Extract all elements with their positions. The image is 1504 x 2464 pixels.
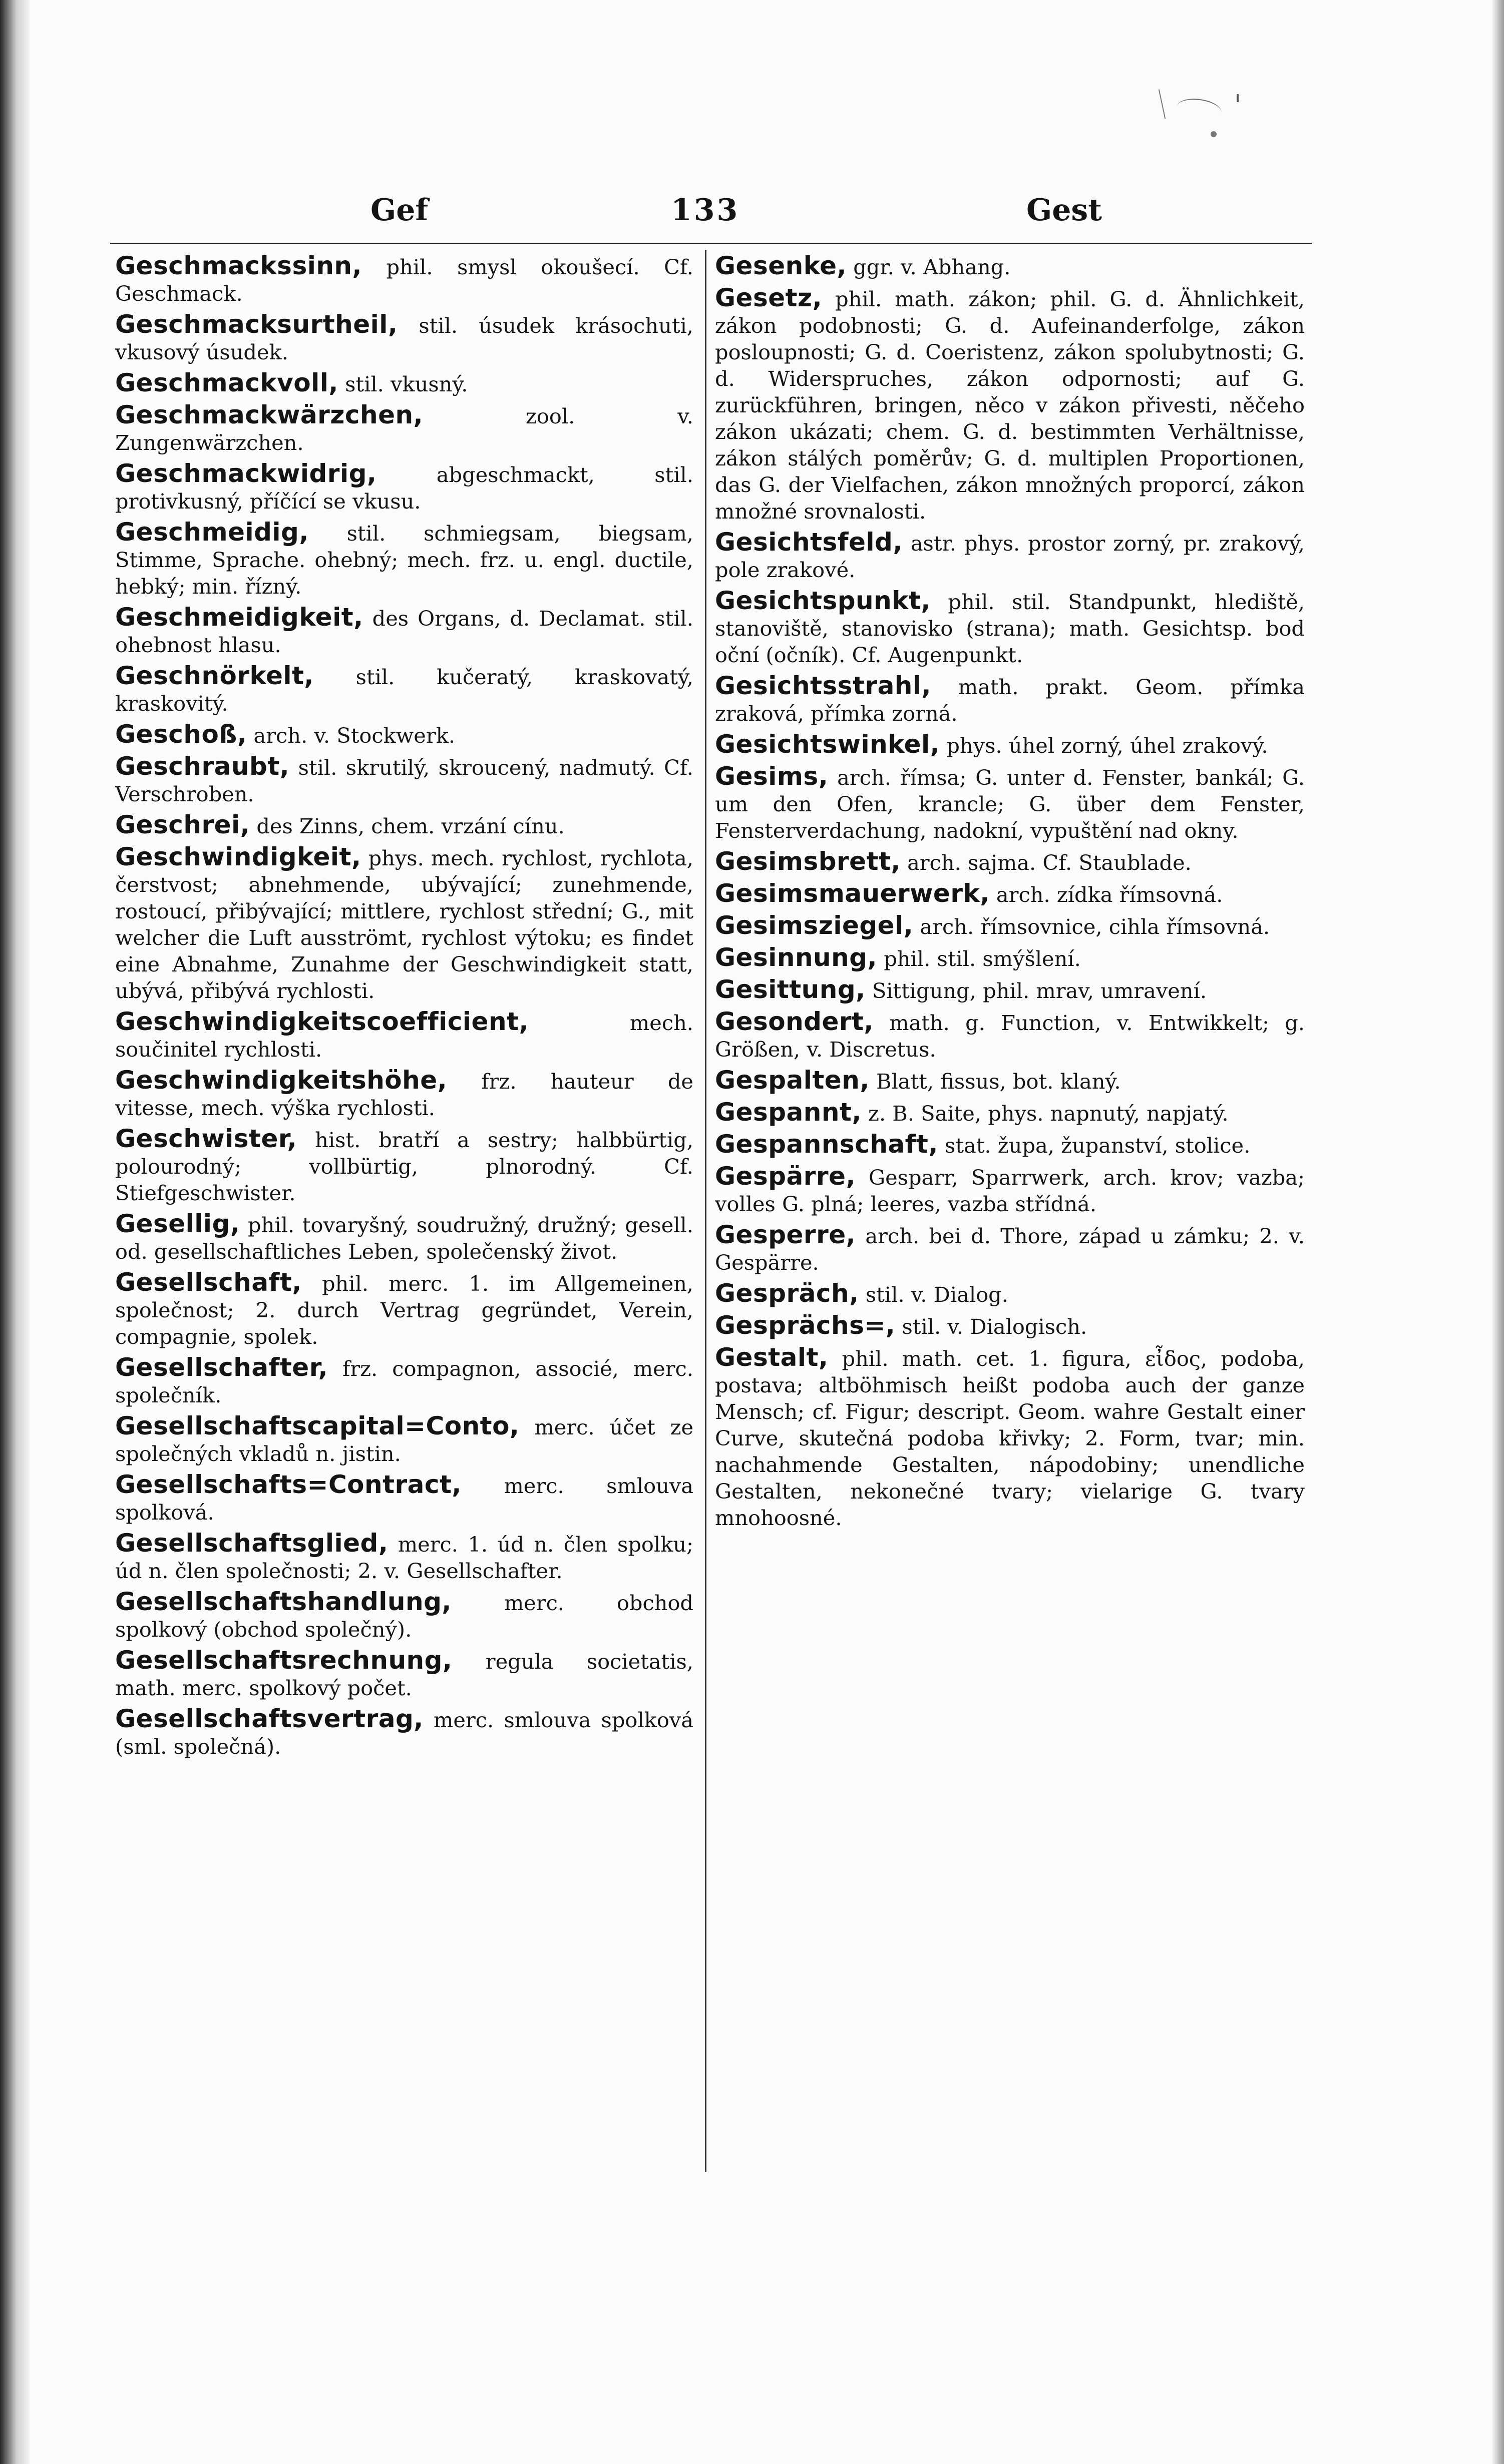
dictionary-entry <box>715 976 1305 1004</box>
dictionary-entry <box>715 1067 1305 1095</box>
entry-text: phil. smysl okoušecí. Cf. Geschmack. <box>115 255 693 306</box>
entry-text: frz. hauteur de vitesse, mech. výška rychlosti. <box>115 1069 693 1120</box>
entry-headword: Gespalten, <box>715 1066 870 1095</box>
entry-headword: Gespräch, <box>715 1279 859 1308</box>
entry-headword: Geschmacksurtheil, <box>115 310 398 339</box>
entry-headword: Gesondert, <box>715 1007 874 1036</box>
entry-text: abgeschmackt, stil. protivkusný, příčící se vkusu. <box>115 462 693 514</box>
entry-text: stil. skrutilý, skroucený, nadmutý. Cf. Verschroben. <box>115 755 693 806</box>
dictionary-entry <box>715 880 1305 908</box>
dictionary-entry <box>115 1009 693 1063</box>
entry-text: hist. bratří a sestry; halbbürtig, polourodný; vollbürtig, plnorodný. Cf. Stiefgeschwister. <box>115 1128 693 1205</box>
entry-headword: Gesinnung, <box>715 943 878 972</box>
dictionary-entry <box>715 253 1305 280</box>
entry-text: phys. úhel zorný, úhel zrakový. <box>940 733 1268 758</box>
entry-text: phil. math. cet. 1. figura, εἶδος, podoba, postava; altböhmisch heißt podoba auch der ganze Mensch; cf. Figur; descript. Geom. wahre Gestalt einer Curve, skutečná podoba křivky; 2. Form, tvar; min. nachahmende Gestalten, nápodobiny; unendliche Gestalten, nekonečné tvary; vielarige G. tvary mnohoosné. <box>715 1346 1305 1530</box>
dictionary-entry <box>115 402 693 456</box>
entry-headword: Gesimsmauerwerk, <box>715 879 990 908</box>
entry-text: merc. smlouva spolková. <box>115 1473 693 1525</box>
entry-headword: Gesprächs=, <box>715 1311 896 1340</box>
dictionary-entry <box>115 1530 693 1584</box>
entry-text: des Zinns, chem. vrzání cínu. <box>250 814 565 838</box>
dictionary-entry <box>115 844 693 1004</box>
entry-text: merc. 1. úd n. člen spolku; úd n. člen společnosti; 2. v. Gesellschafter. <box>115 1532 693 1583</box>
dictionary-entry <box>115 1647 693 1701</box>
entry-headword: Geschwister, <box>115 1124 297 1153</box>
dictionary-entry <box>715 1009 1305 1063</box>
dictionary-entry <box>115 1269 693 1350</box>
entry-headword: Gesperre, <box>715 1220 856 1249</box>
entry-headword: Geschwindigkeitscoefficient, <box>115 1007 529 1036</box>
entry-headword: Gesichtspunkt, <box>715 586 931 615</box>
dictionary-entry <box>115 1126 693 1206</box>
dictionary-entry <box>715 1280 1305 1308</box>
dictionary-entry <box>115 1471 693 1526</box>
dictionary-entry <box>715 285 1305 525</box>
entry-headword: Geschmackvoll, <box>115 368 338 397</box>
dictionary-entry <box>115 604 693 658</box>
entry-headword: Geschnörkelt, <box>115 661 314 690</box>
entry-headword: Gesellschaftscapital=Conto, <box>115 1411 520 1440</box>
entry-text: math. prakt. Geom. přímka zraková, přímka zorná. <box>715 675 1305 726</box>
entry-headword: Gespärre, <box>715 1162 856 1191</box>
entry-text: arch. zídka římsovná. <box>989 882 1223 907</box>
entry-text: phil. stil. smýšlení. <box>877 946 1081 971</box>
right-column <box>715 253 1305 2185</box>
entry-text: stil. úsudek krásochuti, vkusový úsudek. <box>115 313 693 364</box>
dictionary-entry <box>715 529 1305 583</box>
entry-text: zool. v. Zungenwärzchen. <box>115 404 693 455</box>
entry-text: stat. župa, županství, stolice. <box>938 1133 1251 1158</box>
entry-headword: Geschwindigkeit, <box>115 842 361 871</box>
dictionary-entry <box>115 370 693 397</box>
entry-text: phil. tovaryšný, soudružný, družný; gesell. od. gesellschaftliches Leben, společenský život. <box>115 1213 693 1264</box>
dictionary-entry <box>115 721 693 749</box>
entry-text: regula societatis, math. merc. spolkový počet. <box>115 1649 693 1700</box>
entry-headword: Gesellschaft, <box>115 1268 302 1297</box>
entry-text: Gesparr, Sparrwerk, arch. krov; vazba; volles G. plná; leeres, vazba střídná. <box>715 1165 1305 1216</box>
dictionary-entry <box>115 1211 693 1265</box>
entry-text: arch. římsovnice, cihla římsovná. <box>913 914 1270 939</box>
entry-headword: Gesichtsfeld, <box>715 528 903 557</box>
entry-text: merc. účet ze společných vkladů n. jistin. <box>115 1415 693 1466</box>
entry-headword: Gesellschafter, <box>115 1353 328 1382</box>
entry-text: phil. math. zákon; phil. G. d. Ähnlichkeit, zákon podobnosti; G. d. Aufeinanderfolge, zákon posloupnosti; G. d. Coeristenz, zákon spolubytnosti; G. d. Widerspruches, zákon odpornosti; auf G. zurückführen, bringen, něco v zákon přivesti, něčeho zákon ukázati; chem. G. d. bestimmten Verhältnisse, zákon stálých poměrův; G. d. multiplen Proportionen, das G. der Vielfachen, zákon množných proporcí, zákon množné srovnalosti. <box>715 287 1305 524</box>
entry-headword: Gesimsbrett, <box>715 847 901 876</box>
entry-text: phys. mech. rychlost, rychlota, čerstvost; abnehmende, ubývající; zunehmende, rostoucí, přibývající; mittlere, rychlost střední; G., mit welcher die Luft ausströmt, rychlost výtoku; es findet eine Abnahme, Zunahme der Geschwindigkeit statt, ubývá, přibývá rychlosti. <box>115 846 693 1003</box>
entry-headword: Gesichtswinkel, <box>715 730 940 759</box>
entry-headword: Gesellschaftsrechnung, <box>115 1646 453 1675</box>
entry-text: merc. smlouva spolková (sml. společná). <box>115 1708 693 1759</box>
entry-text: arch. v. Stockwerk. <box>247 723 456 748</box>
dictionary-entry <box>715 1163 1305 1217</box>
entry-text: Sittigung, phil. mrav, umravení. <box>865 978 1207 1003</box>
dictionary-entry <box>715 673 1305 727</box>
entry-headword: Geschmackssinn, <box>115 253 362 280</box>
entry-text: phil. stil. Standpunkt, hlediště, stanoviště, stanovisko (strana); math. Gesichtsp. bod oční (očník). Cf. Augenpunkt. <box>715 590 1305 667</box>
entry-headword: Gesellschaftsvertrag, <box>115 1704 424 1733</box>
dictionary-entry <box>115 663 693 717</box>
dictionary-entry <box>115 812 693 839</box>
entry-headword: Gesittung, <box>715 975 866 1004</box>
entry-headword: Geschoß, <box>115 720 247 749</box>
entry-headword: Geschmeidigkeit, <box>115 603 363 632</box>
dictionary-entry <box>715 1222 1305 1276</box>
entry-headword: Gesellschaftshandlung, <box>115 1587 452 1616</box>
entry-headword: Gesellschafts=Contract, <box>115 1470 462 1499</box>
ink-dot <box>1211 131 1217 137</box>
dictionary-entry <box>115 1706 693 1760</box>
dictionary-entry <box>115 1589 693 1643</box>
entry-text: arch. bei d. Thore, západ u zámku; 2. v. Gespärre. <box>715 1224 1305 1275</box>
entry-text: des Organs, d. Declamat. stil. ohebnost hlasu. <box>115 606 693 657</box>
entry-text: arch. římsa; G. unter d. Fenster, bankál; G. um den Ofen, krancle; G. über dem Fenster, Fensterverdachung, nadokní, vypuštění nad okny. <box>715 765 1305 843</box>
entry-text: z. B. Saite, phys. napnutý, napjatý. <box>861 1101 1229 1126</box>
entry-headword: Geschmackwidrig, <box>115 459 377 488</box>
dictionary-entry <box>715 848 1305 876</box>
dictionary-entry <box>115 753 693 807</box>
dictionary-entry <box>715 912 1305 940</box>
entry-headword: Geschwindigkeitshöhe, <box>115 1066 448 1095</box>
dictionary-entry <box>115 311 693 365</box>
dictionary-entry <box>715 944 1305 972</box>
dictionary-entry <box>715 1131 1305 1159</box>
dictionary-entry <box>115 460 693 515</box>
dictionary-entry <box>715 763 1305 844</box>
entry-text: frz. compagnon, associé, merc. společník. <box>115 1356 693 1407</box>
pencil-mark-icon <box>1162 84 1242 134</box>
dictionary-entry <box>115 1413 693 1467</box>
page-edge-shadow <box>0 0 30 2464</box>
entry-headword: Geschraubt, <box>115 752 290 781</box>
dictionary-entry <box>115 519 693 600</box>
entry-headword: Gespannt, <box>715 1098 862 1127</box>
entry-headword: Geschmackwärzchen, <box>115 400 424 429</box>
dictionary-entry <box>115 1354 693 1408</box>
dictionary-entry <box>715 1312 1305 1340</box>
entry-text: stil. v. Dialog. <box>859 1282 1008 1307</box>
entry-text: stil. kučeratý, kraskovatý, kraskovitý. <box>115 665 693 716</box>
entry-text: stil. vkusný. <box>338 372 468 396</box>
entry-text: stil. schmiegsam, biegsam, Stimme, Sprache. ohebný; mech. frz. u. engl. ductile, hebký; min. řízný. <box>115 521 693 599</box>
guide-word-right: Gest <box>1026 193 1102 228</box>
entry-headword: Gesenke, <box>715 253 847 280</box>
left-column <box>115 253 693 2185</box>
entry-text: astr. phys. prostor zorný, pr. zrakový, pole zrakové. <box>715 531 1305 582</box>
entry-text: Blatt, fissus, bot. klaný. <box>869 1069 1121 1094</box>
entry-headword: Gesims, <box>715 762 829 791</box>
entry-headword: Gesellig, <box>115 1209 240 1238</box>
entry-text: merc. obchod spolkový (obchod společný). <box>115 1591 693 1642</box>
column-divider <box>705 250 706 2172</box>
entry-headword: Gestalt, <box>715 1343 829 1372</box>
page-number: 133 <box>671 193 740 228</box>
entry-headword: Gesellschaftsglied, <box>115 1529 389 1558</box>
entry-text: stil. v. Dialogisch. <box>895 1314 1087 1339</box>
entry-headword: Gesichtsstrahl, <box>715 671 932 700</box>
header-rule <box>110 243 1312 244</box>
entry-text: phil. merc. 1. im Allgemeinen, společnost; 2. durch Vertrag gegründet, Verein, compagnie, spolek. <box>115 1271 693 1349</box>
page-edge-shadow-right <box>1492 0 1504 2464</box>
dictionary-entry <box>715 1099 1305 1127</box>
dictionary-entry <box>715 731 1305 759</box>
entry-headword: Geschmeidig, <box>115 518 309 547</box>
entry-text: ggr. v. Abhang. <box>847 255 1011 279</box>
entry-headword: Gespannschaft, <box>715 1130 938 1159</box>
dictionary-entry <box>115 1067 693 1121</box>
dictionary-entry <box>115 253 693 307</box>
entry-text: mech. součinitel rychlosti. <box>115 1011 693 1062</box>
entry-text: math. g. Function, v. Entwikkelt; g. Größen, v. Discretus. <box>715 1011 1305 1062</box>
dictionary-entry <box>715 588 1305 668</box>
entry-headword: Gesetz, <box>715 283 823 312</box>
guide-word-left: Gef <box>370 193 429 228</box>
entry-headword: Gesimsziegel, <box>715 911 914 940</box>
dictionary-entry <box>715 1344 1305 1531</box>
entry-text: arch. sajma. Cf. Staublade. <box>900 850 1192 875</box>
page-header <box>350 193 1302 238</box>
entry-headword: Geschrei, <box>115 810 250 839</box>
